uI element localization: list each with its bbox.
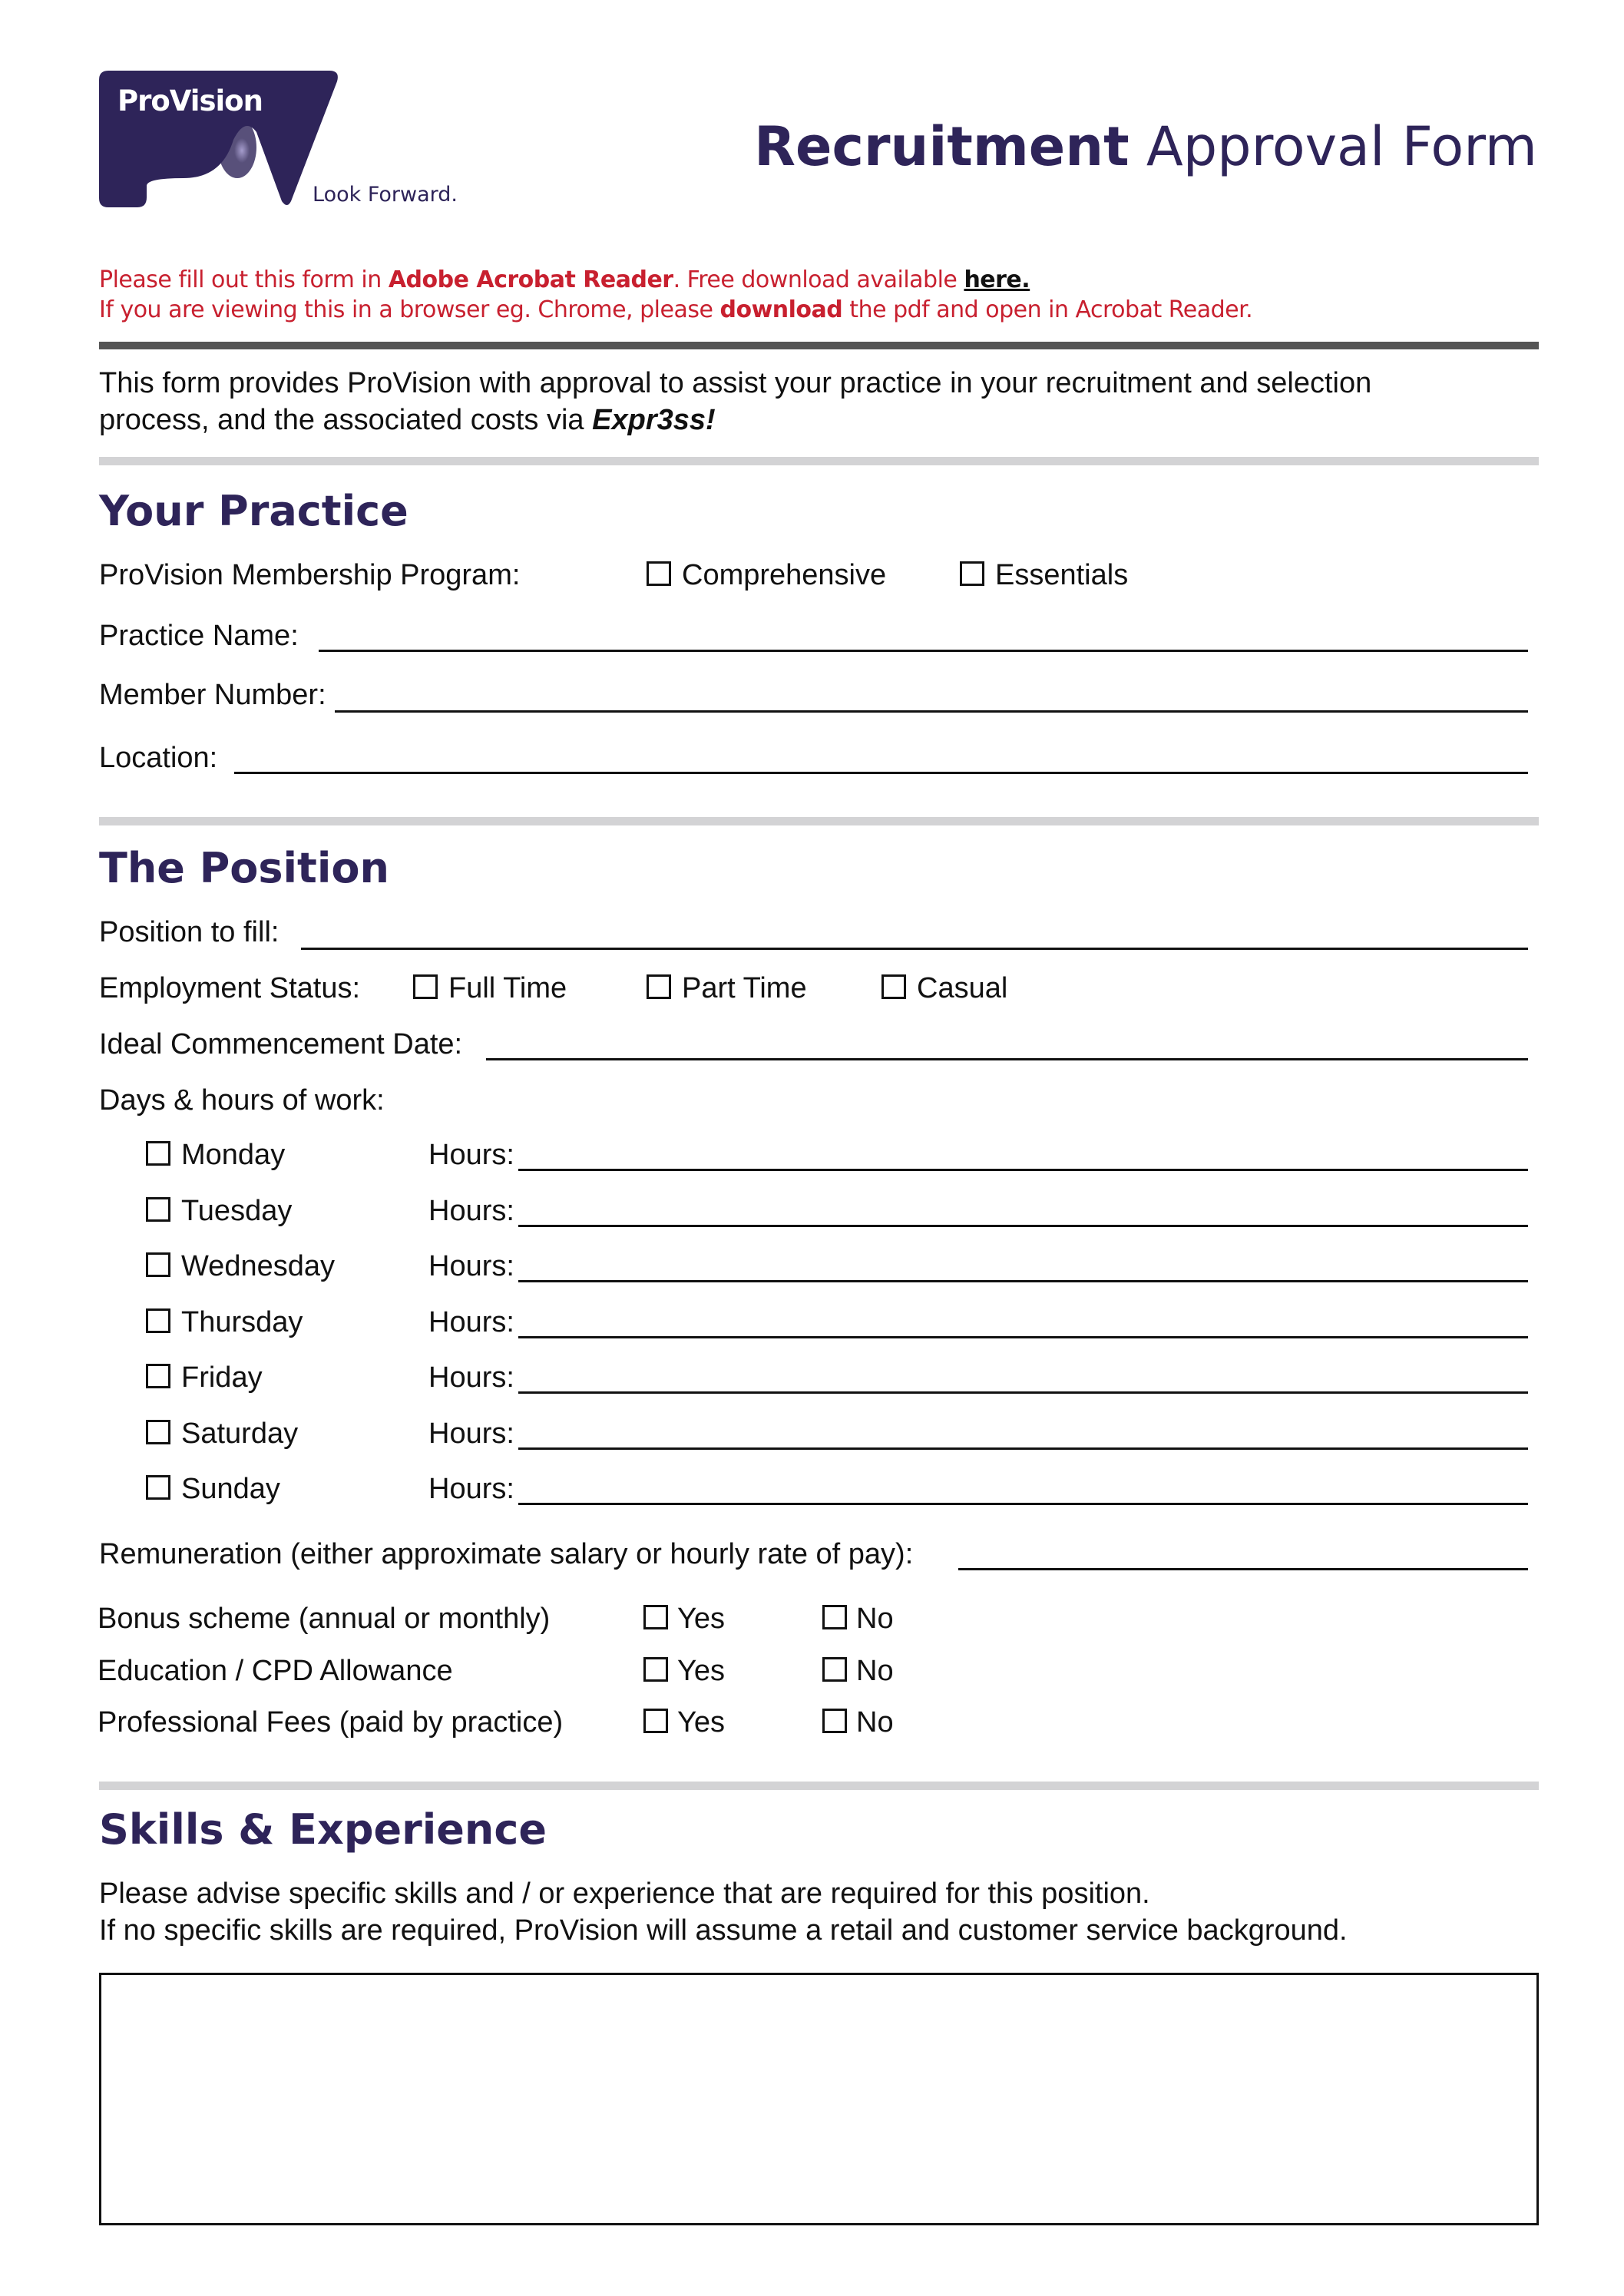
day-label: Tuesday (181, 1194, 293, 1227)
hours-label: Hours: (428, 1473, 514, 1505)
comprehensive-checkbox[interactable] (647, 561, 671, 586)
hours-label: Hours: (428, 1417, 514, 1450)
day-checkbox-sunday[interactable] (146, 1475, 170, 1500)
practice-name-field[interactable] (319, 650, 1528, 652)
comprehensive-label: Comprehensive (682, 559, 887, 591)
day-label: Monday (181, 1139, 286, 1171)
location-field[interactable] (234, 772, 1528, 774)
position-to-fill-field[interactable] (301, 948, 1528, 950)
divider (99, 1782, 1539, 1790)
member-number-label: Member Number: (99, 679, 326, 711)
location-label: Location: (99, 742, 218, 774)
yes-label: Yes (677, 1603, 725, 1635)
full-time-label: Full Time (448, 972, 567, 1004)
section-heading-practice: Your Practice (99, 487, 408, 535)
intro-text-2: process, and the associated costs via Expr3ss! (99, 404, 716, 436)
day-label: Thursday (181, 1305, 303, 1338)
remuneration-field[interactable] (958, 1568, 1528, 1570)
essentials-label: Essentials (995, 559, 1129, 591)
day-label: Sunday (181, 1473, 280, 1505)
skills-default-note: If no specific skills are required, ProVision will assume a retail and customer service background. (99, 1914, 1348, 1947)
logo-brand: ProVision (117, 84, 263, 117)
acrobat-note: Please fill out this form in Adobe Acrobat Reader. Free download available here. (99, 266, 1030, 293)
part-time-checkbox[interactable] (647, 974, 671, 999)
divider (99, 457, 1539, 465)
days-hours-label: Days & hours of work: (99, 1084, 385, 1117)
provision-logo (99, 71, 339, 207)
intro-text: This form provides ProVision with approval to assist your practice in your recruitment and selection (99, 367, 1372, 399)
hours-field-thursday[interactable] (518, 1336, 1528, 1338)
essentials-checkbox[interactable] (960, 561, 984, 586)
hours-field-friday[interactable] (518, 1391, 1528, 1394)
membership-label: ProVision Membership Program: (99, 559, 521, 591)
page-title: Recruitment Approval Form (754, 115, 1537, 178)
part-time-label: Part Time (682, 972, 807, 1004)
yes-label: Yes (677, 1706, 725, 1739)
hours-label: Hours: (428, 1139, 514, 1171)
benefit-label: Professional Fees (paid by practice) (98, 1706, 564, 1739)
benefit-yes-checkbox[interactable] (643, 1709, 668, 1733)
day-checkbox-thursday[interactable] (146, 1308, 170, 1333)
day-checkbox-friday[interactable] (146, 1364, 170, 1388)
divider (99, 342, 1539, 349)
position-to-fill-label: Position to fill: (99, 916, 279, 948)
benefit-yes-checkbox[interactable] (643, 1605, 668, 1629)
benefit-yes-checkbox[interactable] (643, 1657, 668, 1682)
member-number-field[interactable] (335, 710, 1528, 713)
benefit-label: Education / CPD Allowance (98, 1655, 453, 1687)
day-checkbox-wednesday[interactable] (146, 1252, 170, 1277)
yes-label: Yes (677, 1655, 725, 1687)
no-label: No (856, 1603, 894, 1635)
hours-label: Hours: (428, 1361, 514, 1394)
full-time-checkbox[interactable] (413, 974, 438, 999)
hours-field-sunday[interactable] (518, 1503, 1528, 1505)
hours-field-monday[interactable] (518, 1169, 1528, 1171)
section-heading-skills: Skills & Experience (99, 1805, 547, 1854)
day-label: Saturday (181, 1417, 299, 1450)
casual-checkbox[interactable] (881, 974, 906, 999)
day-checkbox-saturday[interactable] (146, 1420, 170, 1444)
commencement-field[interactable] (486, 1058, 1528, 1060)
divider (99, 817, 1539, 825)
benefit-no-checkbox[interactable] (822, 1605, 847, 1629)
employment-status-label: Employment Status: (99, 972, 361, 1004)
benefit-no-checkbox[interactable] (822, 1657, 847, 1682)
practice-name-label: Practice Name: (99, 620, 299, 652)
download-here-link[interactable]: here. (964, 266, 1030, 293)
hours-field-tuesday[interactable] (518, 1225, 1528, 1227)
hours-field-wednesday[interactable] (518, 1280, 1528, 1282)
logo-tagline: Look Forward. (313, 183, 458, 207)
skills-instructions: Please advise specific skills and / or experience that are required for this position. (99, 1877, 1150, 1910)
day-label: Wednesday (181, 1250, 335, 1282)
no-label: No (856, 1706, 894, 1739)
day-checkbox-monday[interactable] (146, 1141, 170, 1166)
benefit-label: Bonus scheme (annual or monthly) (98, 1603, 551, 1635)
hours-label: Hours: (428, 1305, 514, 1338)
hours-label: Hours: (428, 1194, 514, 1227)
casual-label: Casual (917, 972, 1008, 1004)
no-label: No (856, 1655, 894, 1687)
hours-label: Hours: (428, 1250, 514, 1282)
day-label: Friday (181, 1361, 263, 1394)
day-checkbox-tuesday[interactable] (146, 1197, 170, 1222)
browser-note: If you are viewing this in a browser eg. Chrome, please download the pdf and open in Acrobat Reader. (99, 296, 1253, 323)
skills-textarea[interactable] (99, 1973, 1539, 2225)
hours-field-saturday[interactable] (518, 1447, 1528, 1450)
section-heading-position: The Position (99, 844, 389, 892)
commencement-label: Ideal Commencement Date: (99, 1028, 463, 1060)
benefit-no-checkbox[interactable] (822, 1709, 847, 1733)
remuneration-label: Remuneration (either approximate salary or hourly rate of pay): (99, 1538, 914, 1570)
